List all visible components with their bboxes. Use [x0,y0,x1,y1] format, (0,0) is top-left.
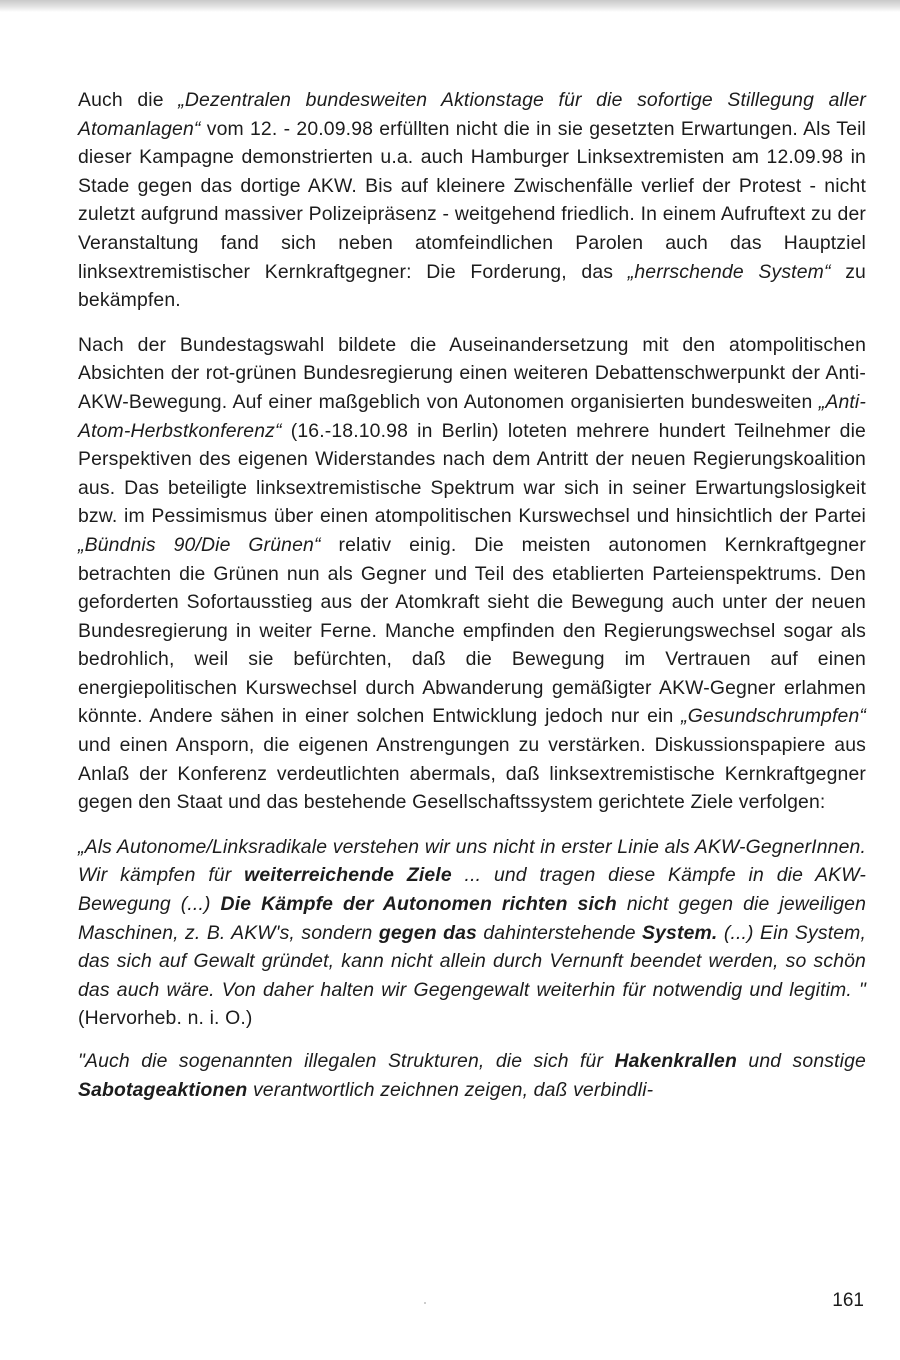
emphasis-bold: Die Kämpfe der Autonomen richten sich [220,893,617,916]
text-run: vom 12. - 20.09.98 erfüllten nicht die in sie gesetzten Erwartungen. Als Teil dieser Kampagne demonstrierten u.a. auch Hamburger Linksextremisten am 12.09.98 in Stade gegen das dortige AKW. Bis auf kleinere Zwischenfälle verlief der Protest - nicht zuletzt aufgrund massiver Polizeipräsenz - weitgehend friedlich. In einem Aufruftext zu der Veranstaltung fand sich neben atomfeindlichen Parolen auch das Hauptziel linksextremistischer Kernkraftgegner: Die Forderung, das [78,117,866,283]
quote-text: dahinterstehende [476,921,643,944]
quote-text: „Als Autonome/Linksradikale verstehen wir uns nicht in erster Linie als AKW-GegnerInnen. Wir kämpfen für [78,835,866,887]
italic-party-name: „Bündnis 90/Die Grünen“ [78,533,321,556]
emphasis-bold: System. [642,921,718,944]
quote-text: nicht gegen die jeweiligen Maschinen, z. B. AKW's, sondern [78,893,867,944]
emphasis-note: (Hervorheb. n. i. O.) [78,1007,253,1030]
emphasis-bold: gegen das [378,921,477,944]
quote-text: verantwortlich zeichnen zeigen, daß verbindli- [247,1078,654,1101]
italic-title: „Anti-Atom-Herbstkonferenz“ [78,390,866,442]
quote-text: ... und tragen diese Kämpfe in die AKW-Bewegung (...) [78,864,866,916]
text-run: und einen Ansporn, die eigenen Anstrengungen zu verstärken. Diskussionspapiere aus Anlaß der Konferenz verdeutlichten abermals, daß linksextremistische Kernkraftgegner gegen den Staat und das bestehende Gesellschaftssystem gerichtete Ziele verfolgen: [78,734,866,814]
scan-top-edge [0,0,900,12]
paragraph-bundestagswahl [78,331,866,817]
italic-phrase: „Gesundschrumpfen“ [681,705,866,728]
quote-text: (...) Ein System, das sich auf Gewalt gründet, kann nicht allein durch Vernunft beendet werden, so schön das auch wäre. Von daher halten wir Gegengewalt weiterhin für notwendig und legitim. " [78,921,867,1001]
italic-phrase: „herrschende System“ [627,260,831,283]
text-run: (16.-18.10.98 in Berlin) loteten mehrere hundert Teilnehmer die Perspektiven des eigenen Widerstandes nach dem Antritt der neuen Regierungskoalition aus. Das beteiligte linksextremistische Spektrum war sich in seiner Erwartungslosigkeit bzw. im Pessimismus über einen atompolitischen Kurswechsel und hinsichtlich der Partei [78,419,866,528]
page-number: 161 [832,1290,864,1311]
text-run: relativ einig. Die meisten autonomen Kernkraftgegner betrachten die Grünen nun als Gegner und Teil des etablierten Parteienspektrums. Den geforderten Sofortausstieg aus der Atomkraft sieht die Bewegung auch unter der neuen Bundesregierung in weiter Ferne. Manche empfinden den Regierungswechsel sogar als bedrohlich, weil sie befürchten, daß die Bewegung im Vertrauen auf einen energiepolitischen Kurswechsel durch Abwanderung gemäßigter AKW-Gegner erlahmen könnte. Andere sähen in einer solchen Entwicklung jedoch nur ein [78,533,866,728]
text-run: Auch die [78,89,179,111]
page-body [78,86,866,1118]
paragraph-aktionstage [78,86,866,315]
quote-text: und sonstige [737,1050,866,1072]
text-run: Nach der Bundestagswahl bildete die Auseinandersetzung mit den atompolitischen Absichten der rot-grünen Bundesregierung einen weiteren Debattenschwerpunkt der Anti-AKW-Bewegung. Auf einer maßgeblich von Autonomen organisierten bundesweiten [78,333,866,413]
emphasis-bold: Sabotageaktionen [78,1078,248,1101]
italic-title: „Dezentralen bundesweiten Aktionstage für die sofortige Stillegung aller Atomanlagen“ [78,89,867,140]
text-run: zu bekämpfen. [78,260,866,312]
quote-illegale-strukturen [78,1047,866,1104]
scan-speck [424,1302,426,1304]
emphasis-bold: weiterreichende Ziele [244,864,452,887]
quote-text: "Auch die sogenannten illegalen Strukturen, die sich für [78,1050,615,1072]
emphasis-bold: Hakenkrallen [614,1050,737,1072]
quote-autonome [78,833,866,1033]
